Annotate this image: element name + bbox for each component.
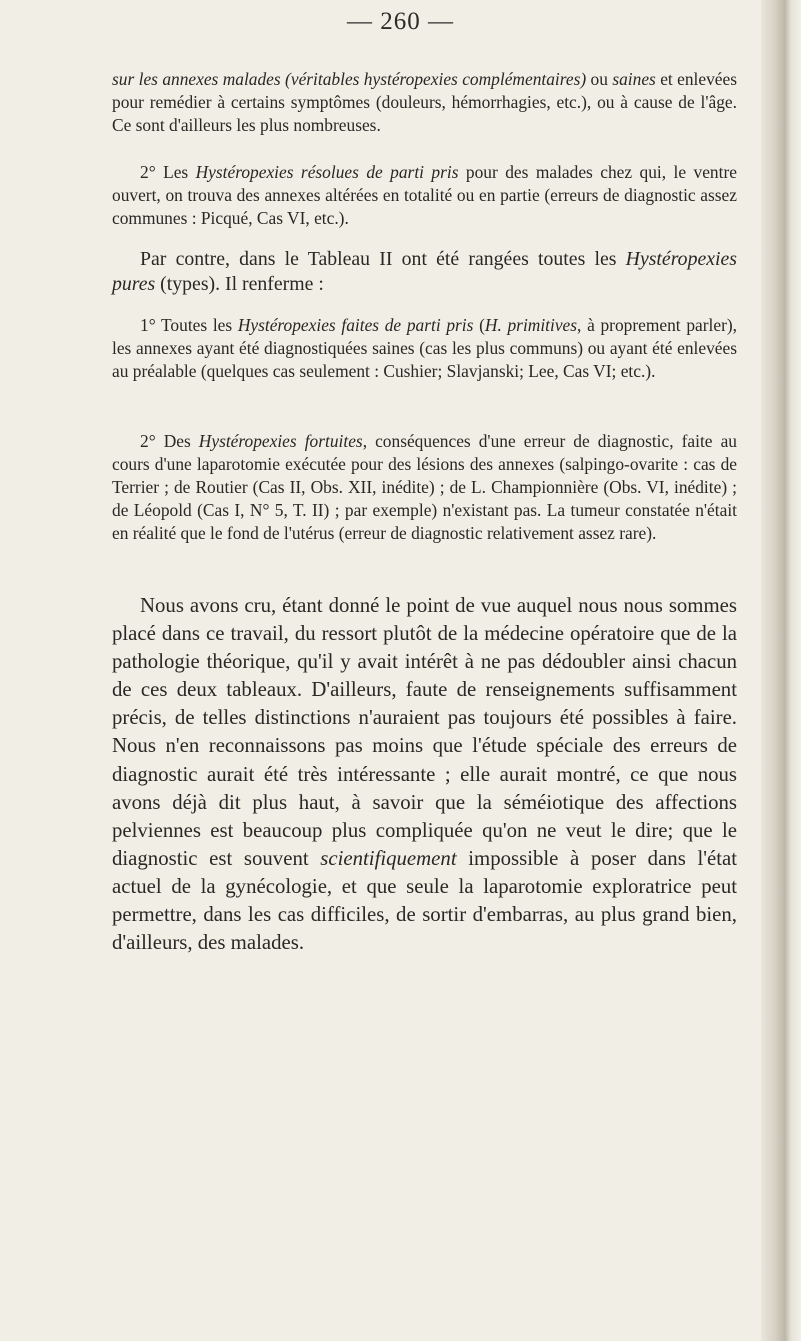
italic-text-run: Hystéropexies résolues de parti pris bbox=[195, 162, 459, 182]
text-run: pour des malades chez qui, le ventre ouvert, on trouva des annexes altérées en totalité ou en partie (erreurs de diagnostic assez communes : Picqué, Cas VI, etc.). bbox=[112, 162, 737, 229]
text-run: , à proprement parler), les annexes ayant été diagnostiquées saines (cas les plus communs) ou ayant été enlevées au préalable (quelques cas seulement : Cushier; Slavjanski; Lee, Cas VI; etc.). bbox=[112, 315, 738, 382]
paragraph-annexes-continuation bbox=[112, 68, 737, 137]
page-number: — 260 — bbox=[347, 8, 454, 35]
paragraph-hysteropexies-primitives bbox=[112, 314, 737, 383]
italic-text-run: scientifiquement bbox=[320, 846, 457, 870]
text-run: ( bbox=[473, 315, 485, 335]
text-run: 1° Toutes les bbox=[140, 315, 238, 335]
text-run: et enlevées pour remédier à certains symptômes (douleurs, hémorrhagies, etc.), ou à cause de l'âge. Ce sont d'ailleurs les plus nombreuses. bbox=[112, 69, 737, 136]
text-run: ou bbox=[586, 69, 613, 89]
italic-text-run: Hystéropexies pures bbox=[112, 248, 737, 296]
text-run: , conséquences d'une erreur de diagnostic, faite au cours d'une laparotomie exécutée pour des lésions des annexes (salpingo-ovarite : cas de Terrier ; de Routier (Cas II, Obs. XII, inédite) ; de L. Championnière (Obs. VI, inédite) ; de Léopold (Cas I, N° 5, T. II) ; par exemple) n'existant pas. La tumeur constatée n'était en réalité que le fond de l'utérus (erreur de diagnostic relativement assez rare). bbox=[112, 431, 737, 544]
paragraph-conclusion bbox=[112, 592, 737, 957]
text-run: 2° Des bbox=[140, 431, 199, 451]
text-run: 2° Les bbox=[140, 162, 196, 182]
paragraph-tableau-ii bbox=[112, 247, 737, 298]
text-run: Par contre, dans le Tableau II ont été rangées toutes les bbox=[140, 248, 626, 270]
text-run: impossible à poser dans l'état actuel de la gynécologie, et que seule la laparotomie exploratrice peut permettre, dans les cas difficiles, de sortir d'embarras, au plus grand bien, d'ailleurs, des malades. bbox=[112, 846, 737, 955]
italic-text-run: saines bbox=[612, 69, 656, 89]
italic-text-run: Hystéropexies faites de parti pris bbox=[237, 315, 474, 335]
text-run: (types). Il renferme : bbox=[155, 273, 324, 296]
page-edge-shadow bbox=[761, 0, 801, 1341]
italic-text-run: Hystéropexies fortuites bbox=[198, 431, 363, 451]
paragraph-hysteropexies-fortuites bbox=[112, 430, 737, 545]
italic-text-run: sur les annexes malades (véritables hystéropexies complémentaires) bbox=[112, 69, 587, 89]
paragraph-hysteropexies-resolues bbox=[112, 161, 737, 230]
text-run: Nous avons cru, étant donné le point de vue auquel nous nous sommes placé dans ce travail, du ressort plutôt de la médecine opératoire que de la pathologie théorique, qu'il y avait intérêt à ne pas dédoubler ainsi chacun de ces deux tableaux. D'ailleurs, faute de renseignements suffisamment précis, de telles distinctions n'auraient pas toujours été possibles à faire. Nous n'en reconnaissons pas moins que l'étude spéciale des erreurs de diagnostic aurait été très intéressante ; elle aurait montré, ce que nous avons déjà dit plus haut, à savoir que la séméiotique des affections pelviennes est beaucoup plus compliquée qu'on ne veut le dire; que le diagnostic est souvent bbox=[112, 594, 737, 870]
italic-text-run: H. primitives bbox=[484, 315, 578, 335]
